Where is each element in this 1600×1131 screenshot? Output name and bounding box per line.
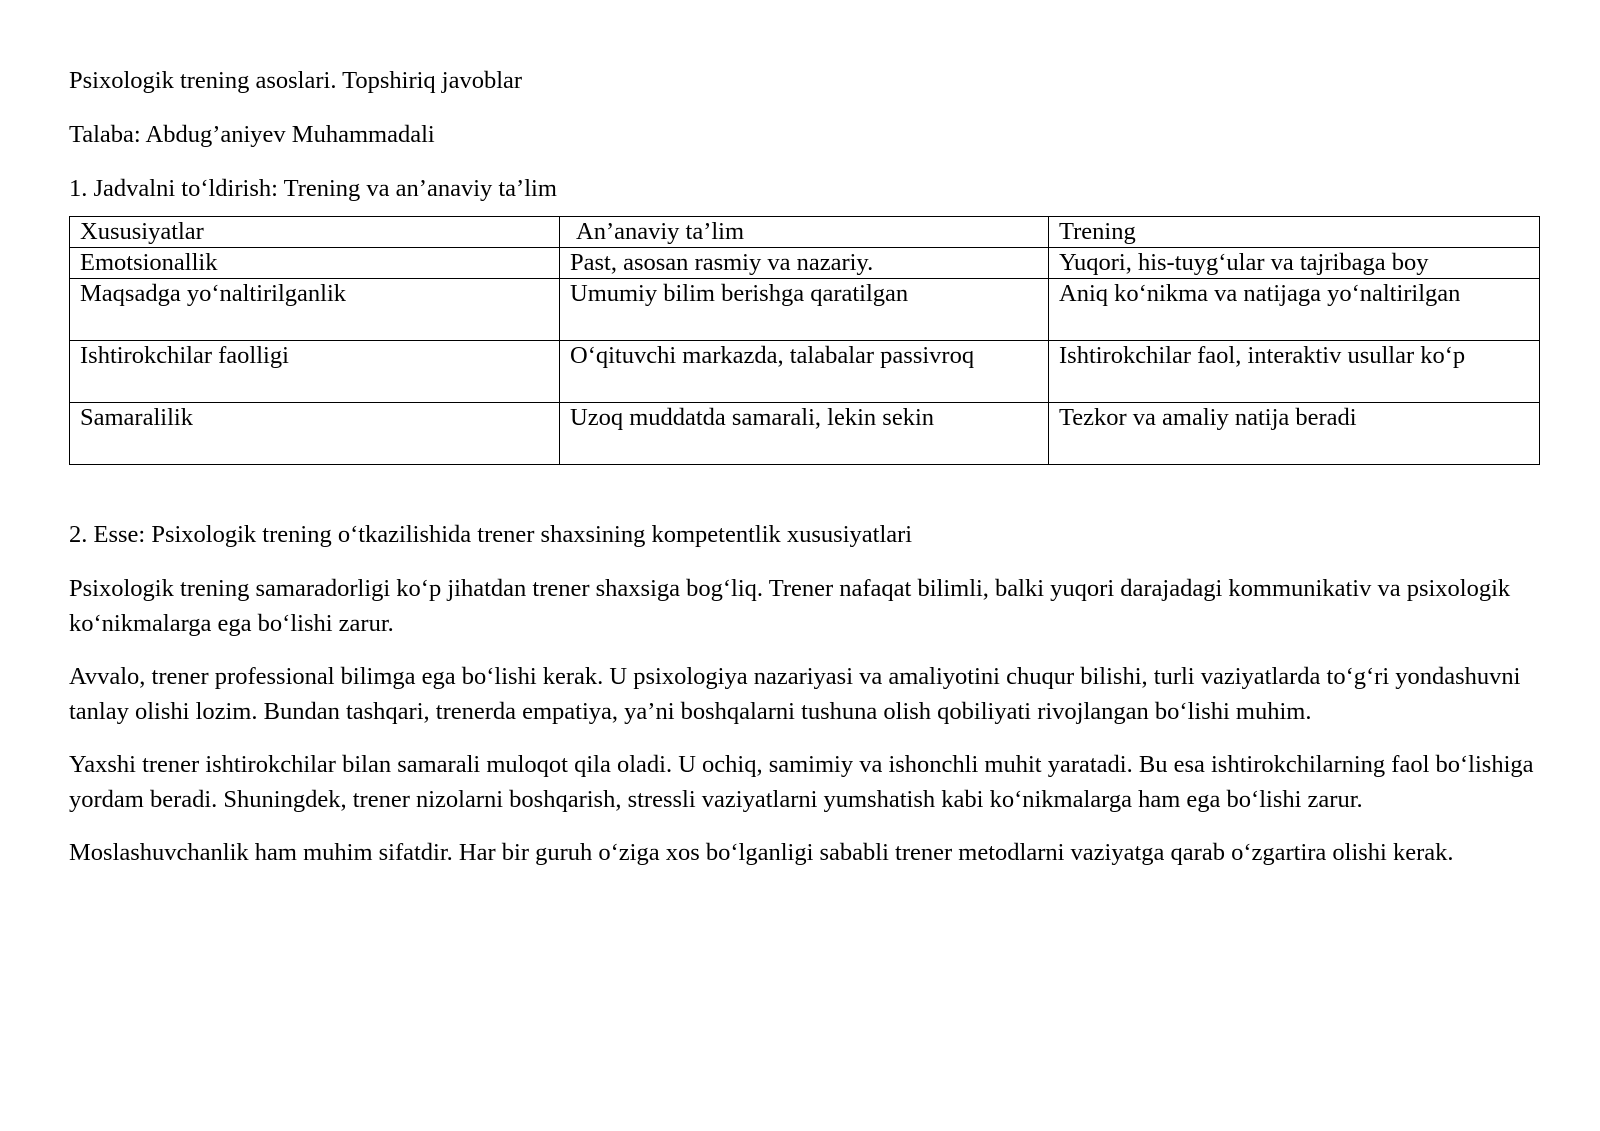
- task2-heading: 2. Esse: Psixologik trening o‘tkazilishida trener shaxsining kompetentlik xususiyatlari: [69, 521, 913, 548]
- table-cell: Umumiy bilim berishga qaratilgan: [560, 279, 1049, 341]
- essay-paragraph: Avvalo, trener professional bilimga ega bo‘lishi kerak. U psixologiya nazariyasi va amaliyotini chuqur bilishi, turli vaziyatlarda to‘g‘ri yondashuvni tanlay olishi lozim. Bundan tashqari, trenerda empatiya, ya’ni boshqalarni tushuna olish qobiliyati rivojlangan bo‘lishi muhim.: [69, 663, 1521, 725]
- table-cell: Uzoq muddatda samarali, lekin sekin: [560, 403, 1049, 465]
- table-cell: Samaralilik: [70, 403, 560, 465]
- document-title: Psixologik trening asoslari. Topshiriq javoblar: [69, 67, 523, 94]
- table-row: [70, 279, 1540, 341]
- table-row: [70, 248, 1540, 279]
- table-row: [70, 403, 1540, 465]
- task1-heading: 1. Jadvalni to‘ldirish: Trening va an’anaviy ta’lim: [69, 175, 557, 202]
- table-header-cell: Xususiyatlar: [70, 217, 560, 248]
- table-cell: Tezkor va amaliy natija beradi: [1049, 403, 1540, 465]
- table-cell: O‘qituvchi markazda, talabalar passivroq: [560, 341, 1049, 403]
- table-header-row: [70, 217, 1540, 248]
- table-cell: Yuqori, his-tuyg‘ular va tajribaga boy: [1049, 248, 1540, 279]
- table-cell: Ishtirokchilar faol, interaktiv usullar ko‘p: [1049, 341, 1540, 403]
- table-cell: Aniq ko‘nikma va natijaga yo‘naltirilgan: [1049, 279, 1540, 341]
- comparison-table: [69, 216, 1540, 465]
- table-header-cell: An’anaviy ta’lim: [560, 217, 1049, 248]
- table-cell: Emotsionallik: [70, 248, 560, 279]
- table-header-cell: Trening: [1049, 217, 1540, 248]
- table-row: [70, 341, 1540, 403]
- table-cell: Maqsadga yo‘naltirilganlik: [70, 279, 560, 341]
- essay-paragraph: Yaxshi trener ishtirokchilar bilan samarali muloqot qila oladi. U ochiq, samimiy va ishonchli muhit yaratadi. Bu esa ishtirokchilarning faol bo‘lishiga yordam beradi. Shuningdek, trener nizolarni boshqarish, stressli vaziyatlarni yumshatish kabi ko‘nikmalarga ham ega bo‘lishi zarur.: [69, 751, 1534, 813]
- essay-paragraph: Moslashuvchanlik ham muhim sifatdir. Har bir guruh o‘ziga xos bo‘lganligi sababli trener metodlarni vaziyatga qarab o‘zgartira olishi kerak.: [69, 839, 1454, 866]
- document-page: [69, 63, 1539, 888]
- table-cell: Past, asosan rasmiy va nazariy.: [560, 248, 1049, 279]
- student-name: Talaba: Abdug’aniyev Muhammadali: [69, 121, 435, 148]
- essay-paragraph: Psixologik trening samaradorligi ko‘p jihatdan trener shaxsiga bog‘liq. Trener nafaqat bilimli, balki yuqori darajadagi kommunikativ va psixologik ko‘nikmalarga ega bo‘lishi zarur.: [69, 575, 1511, 637]
- table-cell: Ishtirokchilar faolligi: [70, 341, 560, 403]
